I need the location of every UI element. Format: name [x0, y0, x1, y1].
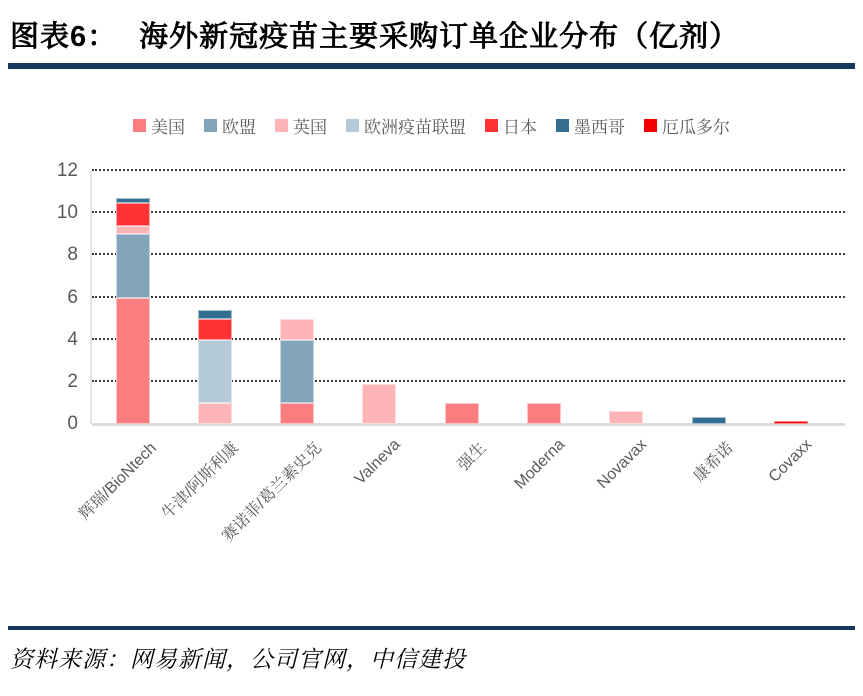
legend-label: 美国: [151, 117, 185, 137]
footer-divider: [8, 626, 855, 630]
bar-segment: [280, 403, 314, 424]
stacked-bar-chart: [0, 160, 863, 631]
x-axis-label: 强生: [454, 439, 490, 475]
bar-segment: [774, 421, 808, 424]
gridline: [92, 296, 845, 298]
bar-segment: [692, 417, 726, 424]
legend-label: 欧洲疫苗联盟: [364, 117, 466, 137]
header-divider: [8, 63, 855, 69]
chart-legend: [0, 110, 863, 140]
plot-area: [76, 171, 845, 546]
bar-group: [445, 403, 479, 424]
bar-segment: [198, 403, 232, 424]
gridline: [92, 253, 845, 255]
legend-label: 墨西哥: [574, 117, 625, 137]
gridline: [92, 211, 845, 213]
y-axis-tick-label: 4: [67, 328, 78, 350]
title-line: [10, 14, 855, 55]
legend-swatch-icon: [275, 119, 288, 132]
x-axis-label: Moderna: [511, 436, 569, 493]
source-text: 资料来源：网易新闻，公司官网，中信建投: [10, 647, 466, 672]
legend-label: 厄瓜多尔: [662, 117, 730, 137]
page-title: 海外新冠疫苗主要采购订单企业分布（亿剂）: [139, 21, 740, 53]
legend-item: [346, 113, 466, 138]
y-axis-tick-label: 2: [67, 370, 78, 392]
bar-segment: [116, 298, 150, 425]
x-axis-label: Valneva: [351, 436, 404, 489]
y-axis-tick-label: 12: [56, 160, 78, 181]
y-axis-tick-label: 10: [56, 202, 78, 224]
legend-item: [275, 113, 327, 138]
bar-segment: [280, 319, 314, 340]
bar-segment: [198, 319, 232, 340]
bar-group: [116, 198, 150, 424]
legend-item: [644, 113, 730, 138]
legend-label: 日本: [503, 117, 537, 137]
gridline: [92, 169, 845, 171]
legend-swatch-icon: [204, 119, 217, 132]
legend-label: 欧盟: [222, 117, 256, 137]
x-axis-label: Novavax: [594, 436, 651, 493]
x-axis-label: 赛诺菲/葛兰素史克: [218, 439, 325, 546]
bar-segment: [116, 226, 150, 234]
legend-item: [133, 113, 185, 138]
bar-segment: [362, 384, 396, 424]
bar-group: [527, 403, 561, 424]
legend-item: [556, 113, 625, 138]
legend-swatch-icon: [556, 119, 569, 132]
bar-group: [362, 384, 396, 424]
legend-swatch-icon: [485, 119, 498, 132]
bar-group: [609, 411, 643, 424]
bar-group: [198, 310, 232, 424]
bar-segment: [116, 203, 150, 226]
bar-segment: [116, 234, 150, 297]
legend-swatch-icon: [346, 119, 359, 132]
bar-segment: [609, 411, 643, 424]
bar-segment: [198, 310, 232, 318]
legend-swatch-icon: [644, 119, 657, 132]
legend-item: [485, 113, 537, 138]
x-axis-label: 牛津/阿斯利康: [159, 439, 243, 523]
bar-group: [280, 319, 314, 424]
legend-label: 英国: [293, 117, 327, 137]
y-axis-tick-label: 0: [67, 413, 78, 434]
y-axis-tick-label: 6: [67, 286, 78, 308]
bar-segment: [280, 340, 314, 403]
figure-label: 图表6：: [10, 21, 118, 53]
bar-group: [774, 421, 808, 424]
bar-segment: [445, 403, 479, 424]
y-axis-tick-label: 8: [67, 244, 78, 266]
x-axis-label: Covaxx: [765, 436, 815, 486]
legend-swatch-icon: [133, 119, 146, 132]
x-axis-label: 辉瑞/BioNtech: [76, 439, 161, 524]
bar-group: [692, 417, 726, 424]
x-axis-label: 康希诺: [690, 439, 737, 486]
bar-segment: [198, 340, 232, 403]
bar-segment: [527, 403, 561, 424]
legend-item: [204, 113, 256, 138]
header: [10, 14, 855, 55]
